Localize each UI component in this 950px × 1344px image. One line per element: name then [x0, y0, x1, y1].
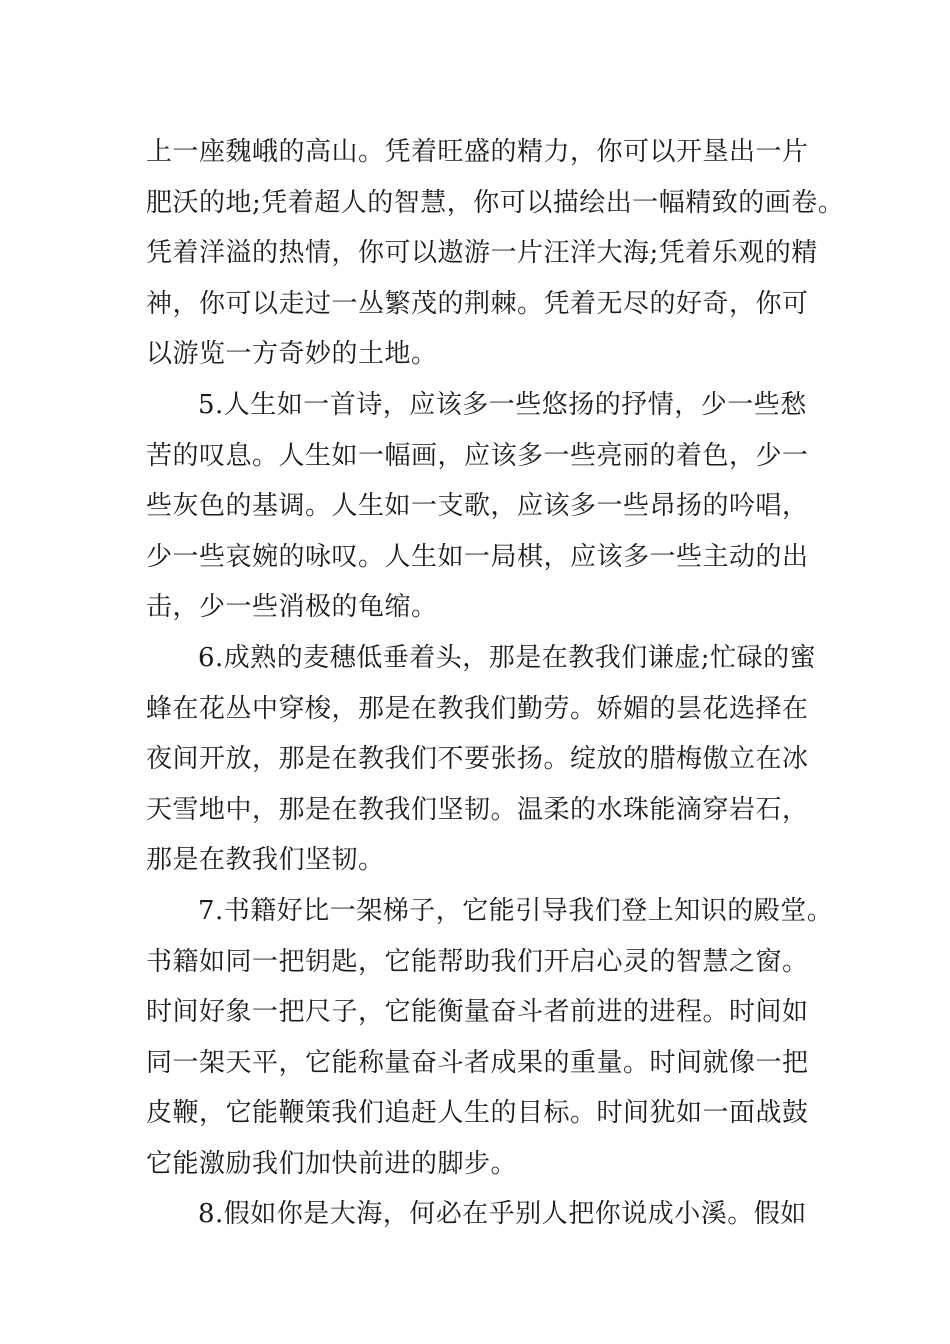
text-line: 击，少一些消极的龟缩。	[146, 592, 438, 623]
text-line: 以游览一方奇妙的土地。	[146, 339, 438, 370]
text-line: 神，你可以走过一丛繁茂的荆棘。凭着无尽的好奇，你可	[146, 288, 809, 319]
text-line: 那是在教我们坚韧。	[146, 845, 385, 876]
paragraph-5-first-line: 5.人生如一首诗，应该多一些悠扬的抒情，少一些愁	[198, 389, 807, 420]
text-line: 少一些哀婉的咏叹。人生如一局棋，应该多一些主动的出	[146, 541, 809, 572]
text-line: 蜂在花丛中穿梭，那是在教我们勤劳。娇媚的昙花选择在	[146, 693, 809, 724]
text-line: 肥沃的地;凭着超人的智慧，你可以描绘出一幅精致的画卷。	[146, 187, 845, 218]
text-line: 凭着洋溢的热情，你可以遨游一片汪洋大海;凭着乐观的精	[146, 238, 818, 269]
text-line: 夜间开放，那是在教我们不要张扬。绽放的腊梅傲立在冰	[146, 744, 809, 775]
text-line: 上一座魏峨的高山。凭着旺盛的精力，你可以开垦出一片	[146, 137, 809, 167]
text-line: 苦的叹息。人生如一幅画，应该多一些亮丽的着色，少一	[146, 440, 809, 471]
text-line: 时间好象一把尺子，它能衡量奋斗者前进的进程。时间如	[146, 997, 809, 1028]
text-line: 它能激励我们加快前进的脚步。	[146, 1148, 518, 1179]
text-line: 天雪地中，那是在教我们坚韧。温柔的水珠能滴穿岩石，	[146, 794, 809, 825]
text-line: 皮鞭，它能鞭策我们追赶人生的目标。时间犹如一面战鼓	[146, 1098, 809, 1129]
text-line: 些灰色的基调。人生如一支歌，应该多一些昂扬的吟唱，	[146, 491, 809, 522]
paragraph-6-first-line: 6.成熟的麦穗低垂着头，那是在教我们谦虚;忙碌的蜜	[198, 642, 817, 673]
body-text	[146, 127, 845, 1240]
paragraph-7-first-line: 7.书籍好比一架梯子，它能引导我们登上知识的殿堂。	[198, 895, 834, 926]
text-line: 书籍如同一把钥匙，它能帮助我们开启心灵的智慧之窗。	[146, 946, 809, 977]
text-line: 同一架天平，它能称量奋斗者成果的重量。时间就像一把	[146, 1047, 809, 1078]
paragraph-8-first-line: 8.假如你是大海，何必在乎别人把你说成小溪。假如	[198, 1199, 807, 1230]
